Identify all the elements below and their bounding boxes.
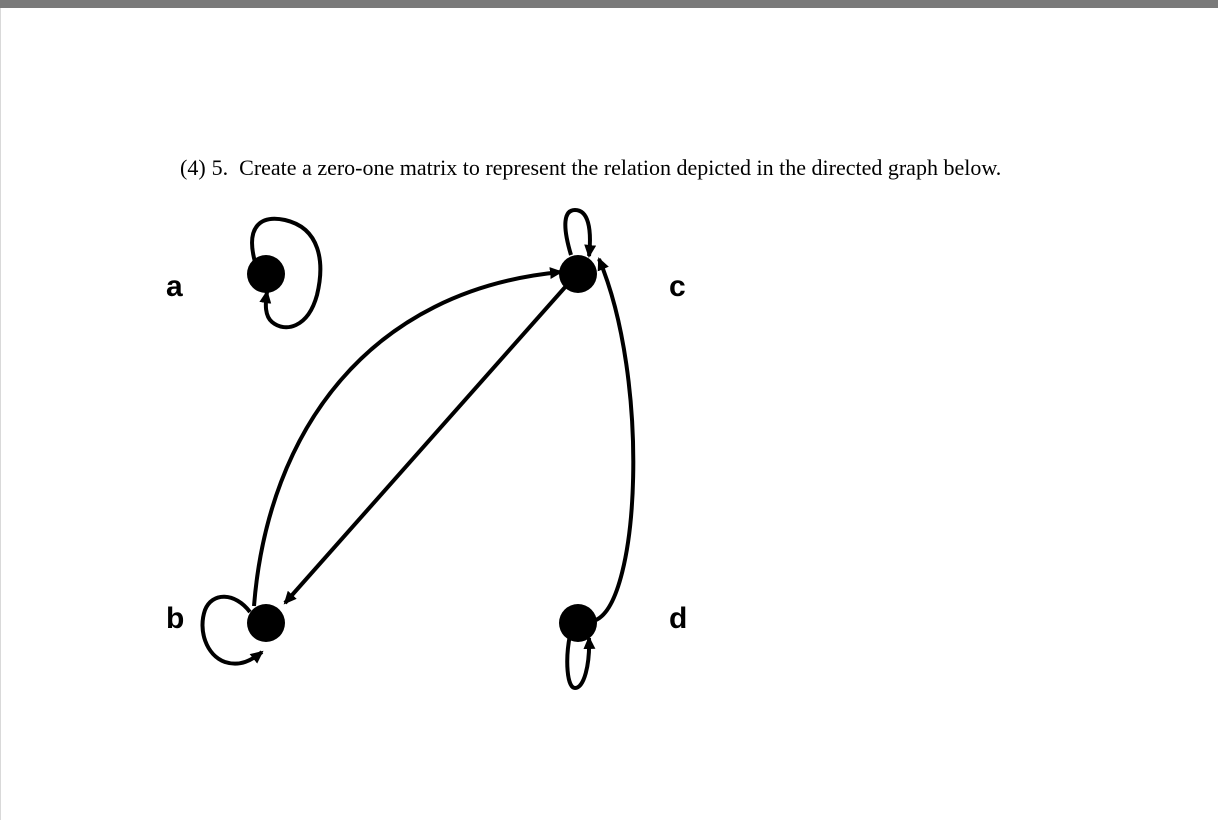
node-b: [247, 604, 285, 642]
node-label-d: d: [669, 602, 688, 635]
question-prompt: Create a zero-one matrix to represent the relation depicted in the directed graph below.: [239, 155, 1002, 180]
node-label-b: b: [166, 602, 185, 635]
node-label-c: c: [669, 270, 686, 303]
question-points: (4): [180, 155, 206, 180]
edge-d-c: [596, 259, 633, 620]
node-c: [559, 255, 597, 293]
edge-d-d: [567, 635, 589, 688]
question-number: 5.: [211, 155, 229, 180]
edge-c-c: [565, 210, 590, 256]
node-d: [559, 604, 597, 642]
edge-c-b: [285, 285, 567, 603]
node-a: [247, 255, 285, 293]
node-label-a: a: [166, 270, 183, 303]
